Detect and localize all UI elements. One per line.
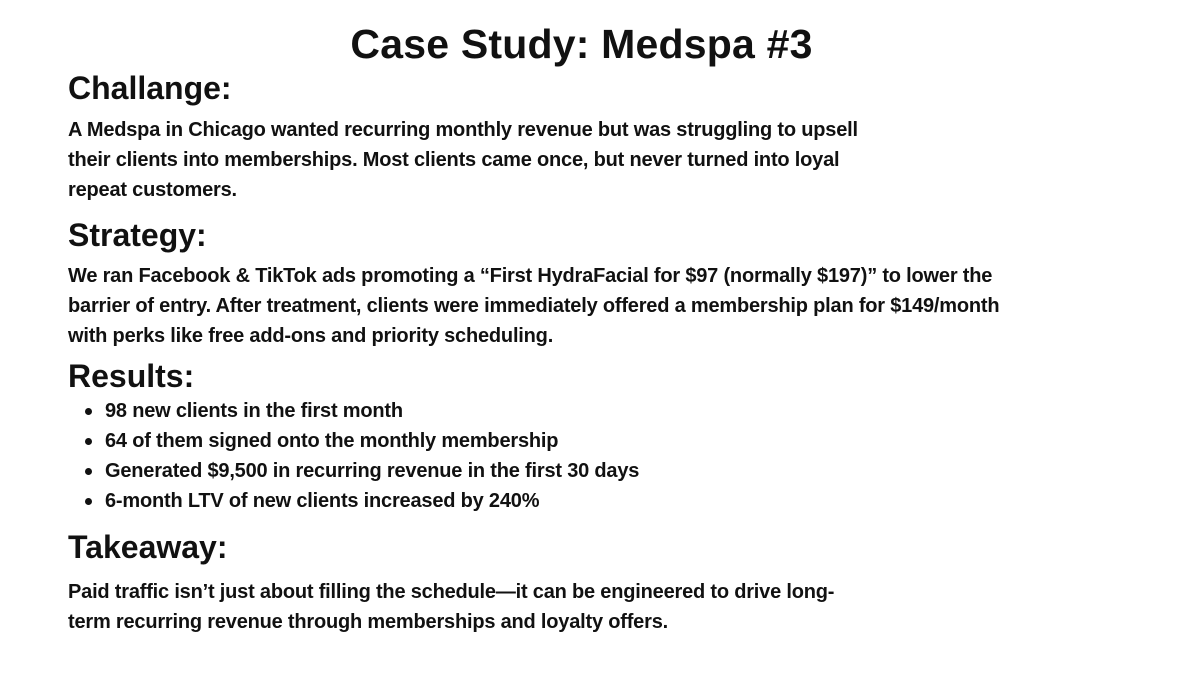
- list-item: [68, 456, 639, 486]
- results-list: [68, 396, 639, 516]
- strategy-line: barrier of entry. After treatment, clients were immediately offered a membership plan for $149/month: [68, 295, 1000, 317]
- list-item: [68, 426, 639, 456]
- challenge-heading: Challange:: [68, 70, 232, 106]
- list-item-text: 64 of them signed onto the monthly membership: [105, 430, 559, 452]
- challenge-line: repeat customers.: [68, 179, 237, 201]
- takeaway-paragraph: [68, 577, 834, 637]
- takeaway-heading: Takeaway:: [68, 529, 228, 565]
- list-item-text: 98 new clients in the first month: [105, 400, 403, 422]
- results-heading: Results:: [68, 358, 195, 394]
- strategy-line: with perks like free add-ons and priority scheduling.: [68, 325, 554, 347]
- strategy-line: We ran Facebook & TikTok ads promoting a “First HydraFacial for $97 (normally $197)” to lower the: [68, 265, 993, 287]
- challenge-line: their clients into memberships. Most clients came once, but never turned into loyal: [68, 149, 840, 171]
- bullet-icon: [85, 468, 92, 475]
- strategy-heading: Strategy:: [68, 217, 207, 253]
- bullet-icon: [85, 498, 92, 505]
- list-item-text: 6-month LTV of new clients increased by 240%: [105, 490, 540, 512]
- takeaway-line: term recurring revenue through memberships and loyalty offers.: [68, 611, 668, 633]
- strategy-paragraph: [68, 261, 999, 351]
- page-title: Case Study: Medspa #3: [350, 21, 813, 67]
- list-item: [68, 486, 639, 516]
- list-item-text: Generated $9,500 in recurring revenue in the first 30 days: [105, 460, 640, 482]
- challenge-line: A Medspa in Chicago wanted recurring monthly revenue but was struggling to upsell: [68, 119, 858, 141]
- challenge-paragraph: [68, 115, 858, 205]
- list-item: [68, 396, 639, 426]
- bullet-icon: [85, 438, 92, 445]
- bullet-icon: [85, 408, 92, 415]
- takeaway-line: Paid traffic isn’t just about filling the schedule—it can be engineered to drive long-: [68, 581, 835, 603]
